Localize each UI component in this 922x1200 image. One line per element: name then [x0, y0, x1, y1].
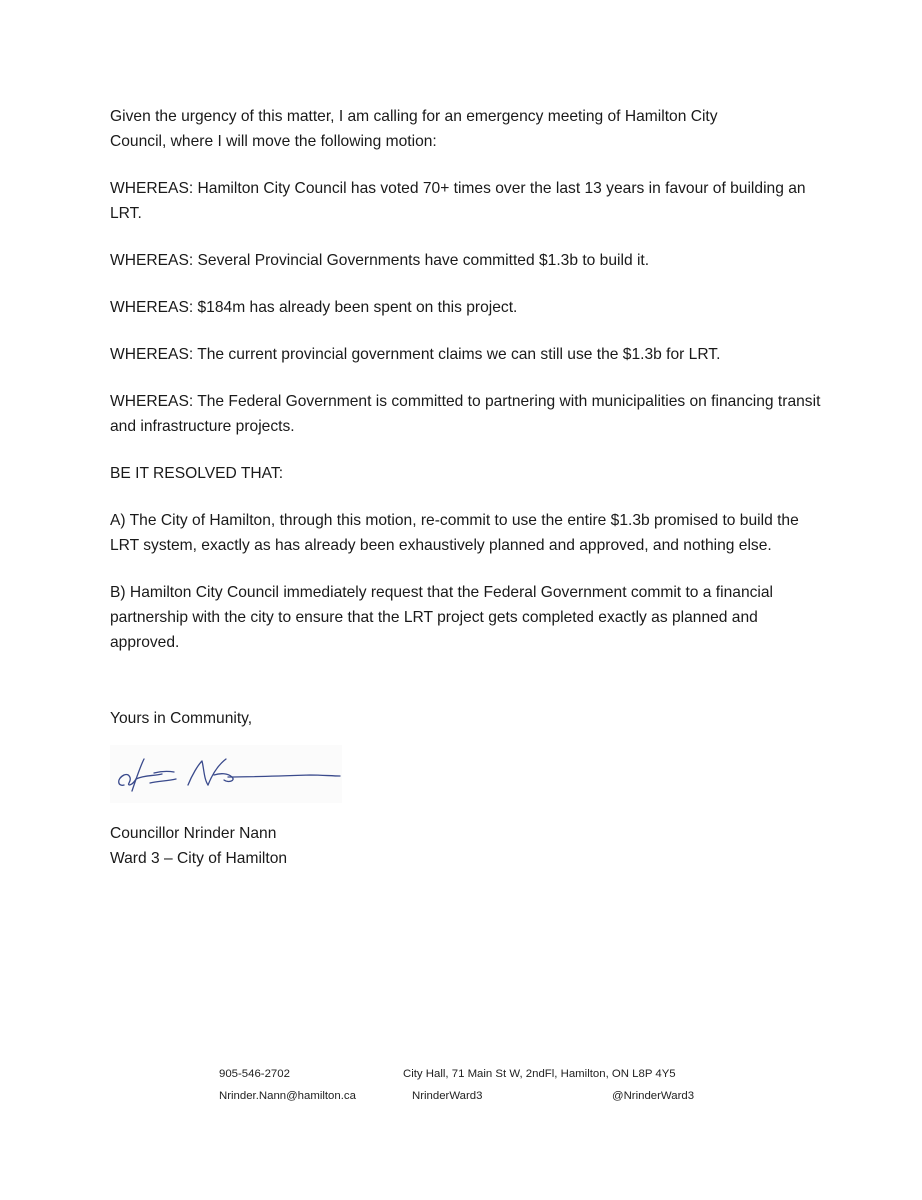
whereas-clause-3: WHEREAS: $184m has already been spent on this project.: [110, 299, 518, 316]
signer-block: [110, 821, 287, 871]
signature-image: [110, 745, 342, 803]
handwritten-signature: [110, 745, 342, 803]
signer-title: Ward 3 – City of Hamilton: [110, 850, 288, 867]
intro-paragraph: Given the urgency of this matter, I am calling for an emergency meeting of Hamilton City Council, where I will move the following motion:: [110, 108, 718, 150]
whereas-clause-1: WHEREAS: Hamilton City Council has voted 70+ times over the last 13 years in favour of building an LRT.: [110, 180, 806, 222]
resolution-a: A) The City of Hamilton, through this motion, re-commit to use the entire $1.3b promised to build the LRT system, exactly as has already been exhaustively planned and approved, and nothing else.: [110, 512, 799, 554]
resolved-heading: BE IT RESOLVED THAT:: [110, 465, 284, 482]
resolution-b: B) Hamilton City Council immediately request that the Federal Government commit to a financial partnership with the city to ensure that the LRT project gets completed exactly as planned and approved.: [110, 584, 774, 651]
footer-email: Nrinder.Nann@hamilton.ca: [219, 1090, 356, 1102]
footer-phone: 905-546-2702: [219, 1068, 290, 1080]
whereas-clause-4: WHEREAS: The current provincial government claims we can still use the $1.3b for LRT.: [110, 346, 721, 363]
whereas-clause-2: WHEREAS: Several Provincial Governments have committed $1.3b to build it.: [110, 252, 650, 269]
footer-facebook: NrinderWard3: [412, 1090, 483, 1102]
footer-address: City Hall, 71 Main St W, 2ndFl, Hamilton, ON L8P 4Y5: [403, 1068, 676, 1080]
footer-twitter: @NrinderWard3: [612, 1090, 695, 1102]
closing-salutation: Yours in Community,: [110, 710, 253, 727]
whereas-clause-5: WHEREAS: The Federal Government is committed to partnering with municipalities on financing transit and infrastructure projects.: [110, 393, 821, 435]
letter-body: [110, 104, 830, 677]
signer-name: Councillor Nrinder Nann: [110, 825, 277, 842]
